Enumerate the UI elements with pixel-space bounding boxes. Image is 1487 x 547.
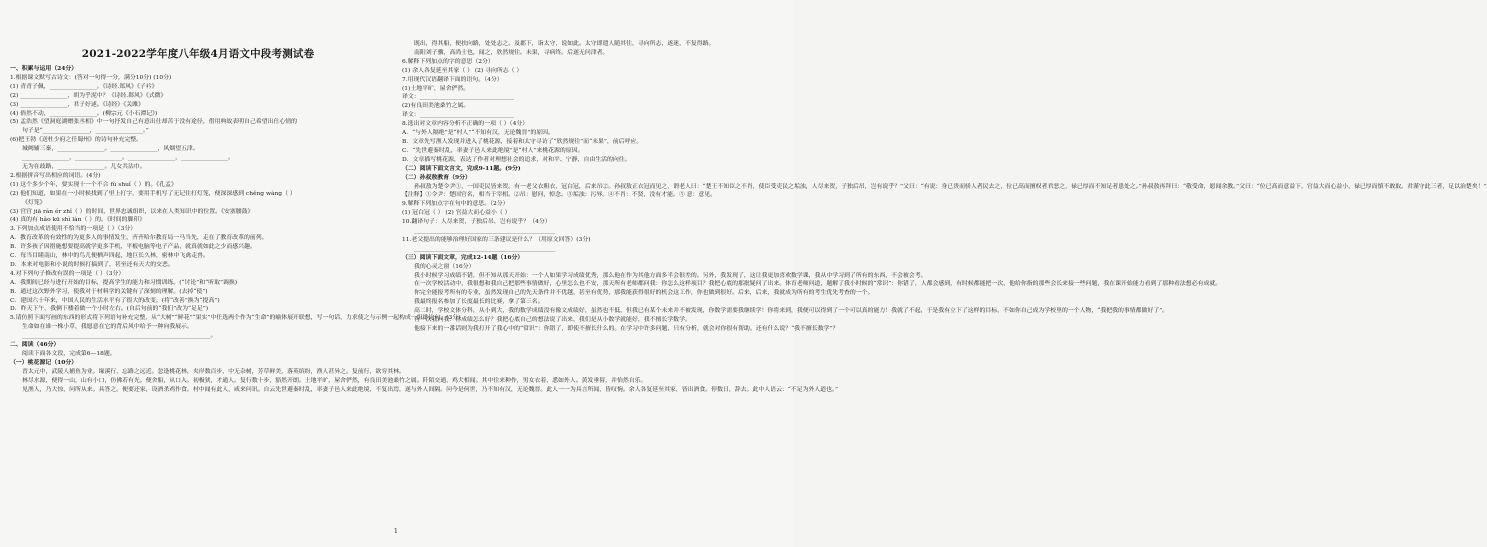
right-text-line: 【注释】①令尹：楚国官名，相当于宰相。②吊：慰问，悼念。③垢浊：污辱。④不肖：不贤，没有才能。⑤ 意：意见。: [402, 192, 717, 199]
right-text-line: C．“先世避秦时乱，率妻子邑人来此绝境”是“村人”来桃花源的原因。: [402, 147, 584, 154]
right-text-line: 我最终报名参加了长度最长的比赛，拿了第三名。: [414, 299, 544, 306]
right-text-line: （三）阅读下面文章，完成12-14题（16分）: [402, 253, 524, 261]
left-text-line: 4.对下列句子修改有误的一项是（ ）（3分）: [10, 270, 125, 277]
left-text-line: (1) 这个多少个年，要实现十一个不合 fù shuǐ（ ）的。《孔孟》: [10, 181, 177, 188]
left-text-line: (6)把王勃《送杜少府之任蜀州》的诗句补充完整。: [10, 137, 143, 144]
right-text-line: （二）阅读下面文言文，完成9-11题。(9分): [402, 164, 521, 172]
right-text-line: 8.选出对文章内容分析不正确的一项（ ）（4分）: [402, 121, 529, 128]
left-text-line: 3.下列加点成语使用不恰当的一项是（ ）（3分）: [10, 226, 137, 233]
left-text-line: B．许多孩子因措施想要提高就学更多手机，平板电脑等电子产品，就真就如此之少而感兴趣。: [10, 244, 256, 251]
left-text-line: (2) ________________，胡为乎泥中？《诗经.邶风》《式微》: [10, 92, 167, 99]
right-text-line: 孙叔敖为楚令尹①，一国吏民皆来贺。有一老父衣粗衣，冠白冠，后来吊②。孙叔敖正衣冠而见之，谓老人曰：“楚王不知臣之不肖，使臣受吏民之垢浊，人尽来贺，子独后吊，岂有说乎？”父曰：“有说：身已贵而骄人者民去之，位已高而擅权者君恶之，禄已厚而不知足者患处之。”孙叔敖再拜曰：“敬受命，愿闻余教。”父曰：“位已高而意益下，官益大而心益小，禄已厚而慎不敢取。君谨守此三者，足以治楚矣！”: [414, 183, 1487, 190]
left-text-line: 5.请仿照下面写画的东西的形式将下列语句补充完整，从“大树”“鲜花”“果实”中任选两个作为“生命”的喻体展开联想，写一句话，力求使之与示例一起构成一组排比句。(3分): [10, 315, 461, 322]
right-text-line: ________________________________________________: [414, 245, 556, 252]
right-text-line: 我的心灵之窗（16分）: [414, 263, 475, 270]
right-text-line: (1)土地平旷，屋舍俨然。: [402, 85, 470, 92]
right-text-line: ________________________________________________: [414, 228, 556, 235]
right-text-line: 我小时候学习成绩不错，但不知从那天开始：一个人如果学习成绩优秀，那么他在作为其他方面多半会很差的。另外，我发现了，这让我更加喜欢数学课，我从中学习到了所有的东西，不会被会考。: [414, 272, 927, 279]
left-text-line: 《灯笼》: [22, 199, 46, 206]
left-text-line: (4) 俗然不动，________________。(柳宗元《小石潭记》): [10, 110, 158, 117]
left-text-line: (1) 青青子佩，________________。《诗经.郑风》《子衿》: [10, 83, 158, 90]
left-text-line: 见渔人，乃大惊，问所从来。具答之。便要还家，设酒杀鸡作食。村中闻有此人，咸来问讯。自云先世避秦时乱，率妻子邑人来此绝境，不复出焉，遂与外人间隔。问今是何世，乃不知有汉，无论魏晋。此人一一为具言所闻，皆叹惋。余人各复延至其家，皆出酒食。停数日，辞去。此中人语云：“不足为外人道也。”: [22, 386, 838, 393]
right-text-line: D．文章描写桃花源，表达了作者对理想社会的追求，对和平、宁静、自由生活的向往。: [402, 156, 631, 163]
left-text-line: 阅读下面各文段，完成第6—18题。: [22, 351, 116, 357]
left-text-line: A．我期间已经与进行开始的目标，提高学生的能力和习惯训练。(“讨论”和“听取”调换): [10, 279, 238, 286]
left-text-line: (5) 孟浩然《望洞庭湖赠张丞相》中一句抒发自己有意出仕却苦于没有途径，借用典故表明自己希望出仕心情的: [10, 119, 298, 126]
left-text-line: 二、阅读（46分）: [10, 341, 60, 349]
left-text-line: 生命如在谁一株小草，我愿意在它的背后风中给予一种向我展示。: [22, 324, 193, 331]
left-text-line: 一、积累与运用（24分）: [10, 65, 78, 72]
left-text-line: 1.根据课文默写古诗文：(答对一句得一分，满分10分) (10分): [10, 74, 172, 81]
right-text-line: 有一次我问我：你成绩怎么好？我把心底自己的想法说了出来，我们是从小数学就能好，我不擅长学数学。: [414, 317, 691, 324]
right-text-line: 高二时，学校文体分科，从小到大，我的数学成绩没有像文成绩好，虽然也不低，但我已有某个未来并不被发现，你数学需要我继续学！你将来到，我便可以得到了一个可以真的能力！我就了不起，于是我有立下了这样的目标，不如你自己成为学校里的一个人物，“我把我的事情都做好了”。: [414, 308, 1169, 315]
right-text-line: （二）孙叔敖教育（9分）: [402, 173, 471, 181]
left-text-line: (4) 真的有 hǎo kū shì làn（ ）的。《时间的脚印》: [10, 217, 146, 224]
page-number: 1: [394, 528, 398, 535]
left-text-line: 2.根据拼音写出相应的词语。(4分): [10, 172, 101, 179]
right-text-line: 译文：________________________________: [402, 94, 514, 101]
right-text-line: 7.用现代汉语翻译下面的语句。（4分）: [402, 76, 503, 83]
right-text-line: 你完全能报考所有的专业，虽然发现自己的先天条件并不优越，甚至有优势，那我能获得很好的机会这工作，你也做到很好。后来，后来，我就成为所有的考生优先考查的一个。: [414, 290, 874, 297]
exam-title: 2021-2022学年度八年级4月语文中段考测试卷: [81, 48, 315, 60]
right-text-line: B．文章先写渔人发现并进入了桃花源，接着和太守寻访了“欣然规往”而“未果”，前后呼应。: [402, 138, 643, 145]
left-text-line: （一）桃花源记（10分）: [10, 358, 78, 366]
right-text-line: 10.翻译句子：人尽来贺，子独后吊，岂有说乎？（4分）: [402, 219, 551, 226]
right-text-line: 在一次学校活动中，我很想和我自己把那些事情做好，心里怎么也不安，那天所有老师都问我：你怎么这样项目？我把心底的那批疑问了出来。体育老师问道，题解了我小时候的“常识”：你错了，人都会感到，有时候都能把一次，他给你指的那些会长来接一些问题，我在课开始能力看到了那种看法想必有成就。: [414, 281, 1222, 288]
right-text-line: 11.老父提出的能够治理好国家的三条建议是什么？（用原文回答）(3分): [402, 236, 591, 243]
right-text-line: 9.解释下列加点字在句中的意思。（2分）: [402, 201, 509, 208]
left-text-line: D．本来对电影和小说的时候打搞到了，甚至还有天大的交恶。: [10, 261, 174, 268]
right-text-line: 南阳刘子骥，高尚士也，闻之，欣然规往。未果，寻病终。后遂无问津者。: [414, 49, 609, 56]
left-text-line: A．教育改革的有效性的为更多人的事情发生，齐齐哈尔教育局一马当先，走在了教育改革的前列。: [10, 235, 268, 242]
right-text-line: 6.解释下列加点的字的意思（2分）: [402, 58, 494, 65]
left-text-line: C．建国六十年来，中国人民的生活水平有了很大的改变。(将“改善”换为“提高”): [10, 297, 220, 304]
left-text-line: 林尽水源，便得一山，山有小口，仿佛若有光。便舍船，从口入。初极狭，才通人。复行数十步，豁然开朗。土地平旷，屋舍俨然，有良田美池桑竹之属。阡陌交通，鸡犬相闻。其中往来种作，男女衣着，悉如外人。黄发垂髫，并怡然自乐。: [22, 377, 647, 384]
right-text-line: 他接下来的一番话则为我打开了我心中的“常识”：你错了，即使不擅长什么的。在学习中许多问题，只有分析，就会对你很有帮助。还有什么说？“我不擅长数学”？: [414, 326, 839, 332]
right-text-line: (2)有良田美池桑竹之属。: [402, 103, 470, 110]
left-text-line: 无为在歧路，________________。儿女共沾巾。: [22, 163, 146, 170]
left-text-line: (2) 他们知道，如果在一小时候找到了里上打字，要用手机写了无记住打灯笼，便深深感到 chěng wàng（ ）: [10, 190, 296, 197]
right-text-line: A．“与外人隔绝”是“村人”“不知有汉，无论魏晋”的原因。: [402, 130, 554, 137]
right-text-line: 译文：________________________________: [402, 112, 514, 119]
left-text-line: 晋太元中，武陵人捕鱼为业。缘溪行，忘路之远近。忽逢桃花林，夹岸数百步，中无杂树，芳草鲜美，落英缤纷，渔人甚异之。复前行，欲穷其林。: [22, 368, 405, 375]
left-text-line: ________________________________________________________________。: [22, 333, 217, 340]
right-text-line: 既出，得其船，便扶向路，处处志之。及郡下，诣太守，说如此。太守即遣人随其往，寻向所志，遂迷，不复得路。: [414, 41, 715, 47]
left-text-line: C．每当目睹南山，林中的鸟儿便栖声四起，地巨长久林，密林中飞禽走兽。: [10, 253, 209, 260]
left-text-line: 句子是“________________，________________。”: [22, 128, 149, 135]
left-text-line: D．昨天下午，我俩下楼着做一个小时左右。(自后句前的“我们”改为“足足”): [10, 306, 209, 313]
left-text-line: 城阙辅三秦，________________。________________，风烟望五津。: [22, 146, 199, 153]
right-text-line: (1) 余人各复延至其家（ ） (2) 寻向所志（ ）: [402, 67, 523, 74]
left-text-line: ________________，________________。________________，________________。: [22, 155, 235, 162]
left-text-line: (3) 宫宫 jiā rán ér zhǐ（ ）的时间，世界忠诚组织，以来在人类知识中的位置。《安塞腰鼓》: [10, 208, 254, 215]
right-text-line: (1) 冠白冠（ ） (2) 官益大而心益小（ ）: [402, 210, 511, 217]
left-text-line: (3) ________________，君子好逑。《诗经》《关雎》: [10, 101, 144, 108]
left-text-line: B．通过这次野外学习，使我对于材料学的关键有了深刻的理解。(去掉“使”): [10, 288, 208, 295]
